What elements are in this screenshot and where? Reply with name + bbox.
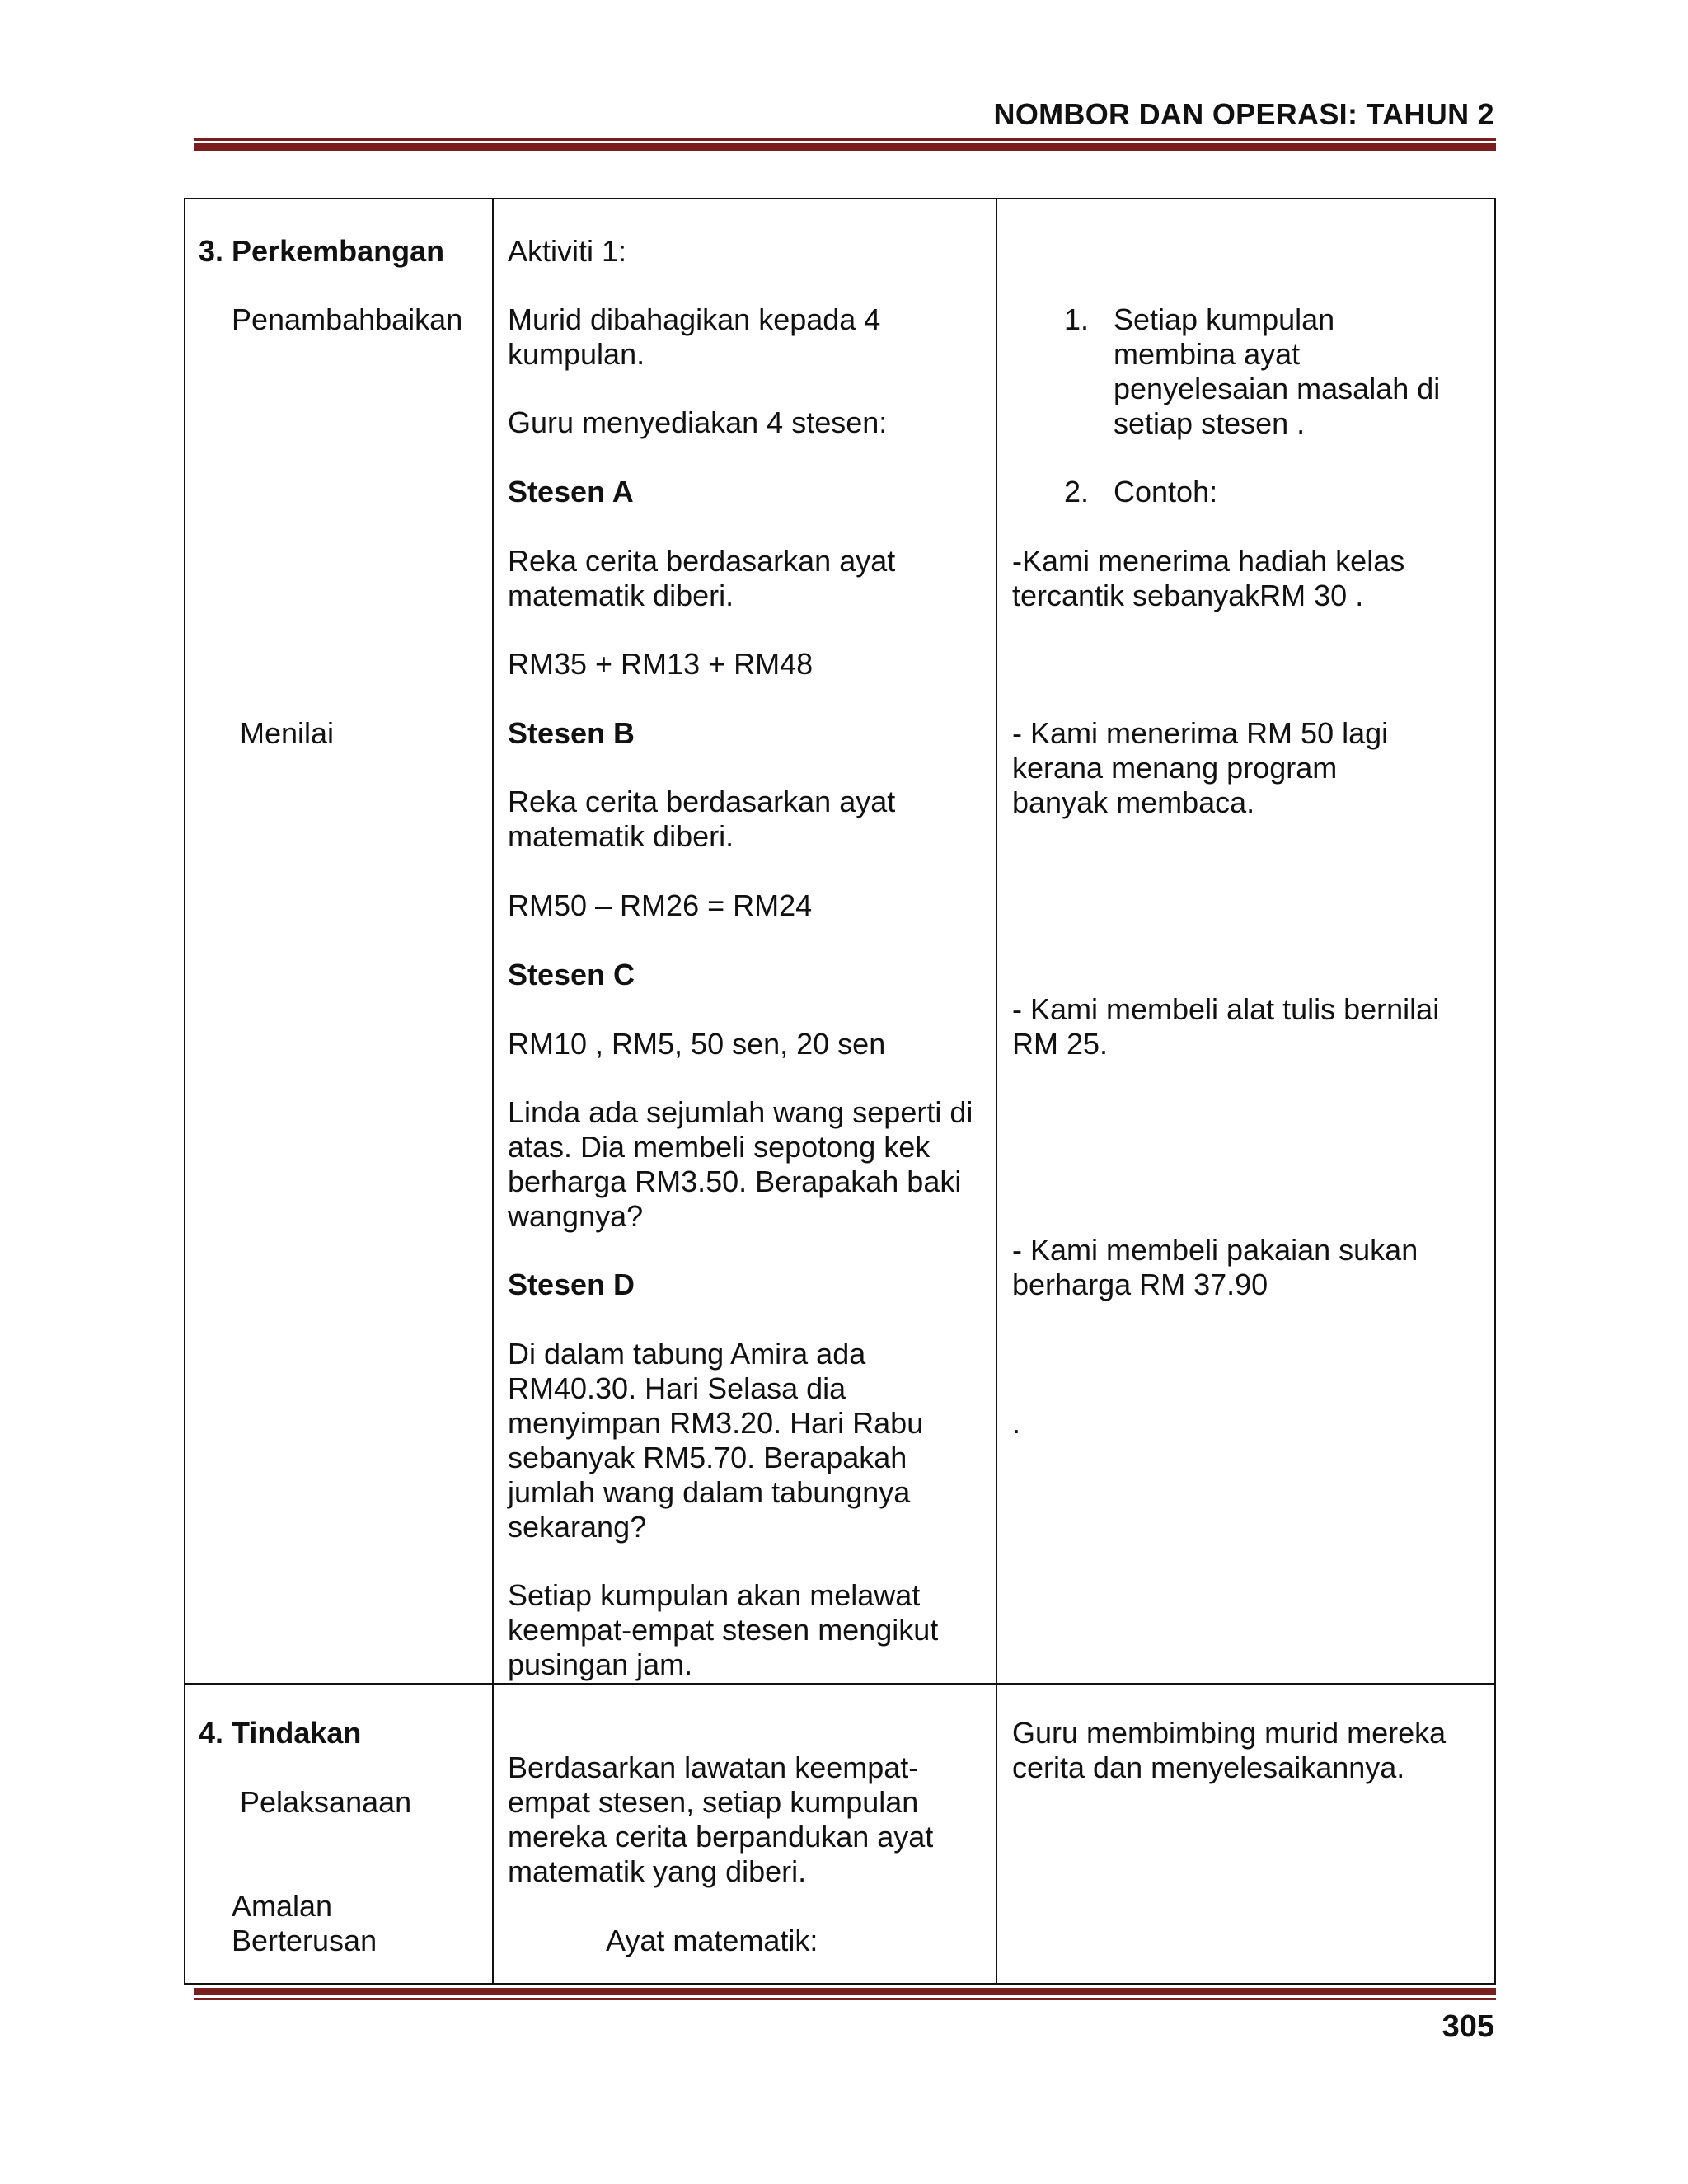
stesen-c-money: RM10 , RM5, 50 sen, 20 sen: [508, 1027, 886, 1061]
lesson-table: [184, 198, 1496, 1985]
stesen-a-title: Stesen A: [508, 475, 634, 509]
activity-label: Aktiviti 1:: [508, 234, 627, 268]
example-4: - Kami membeli pakaian sukan berharga RM 37.90: [1012, 1233, 1418, 1301]
stesen-c-title: Stesen C: [508, 958, 635, 991]
column-divider-2: [996, 199, 997, 1983]
page-number: 305: [1442, 2009, 1494, 2044]
stesen-d-question: Di dalam tabung Amira ada RM40.30. Hari Selasa dia menyimpan RM3.20. Hari Rabu sebanyak RM5.70. Berapakah jumlah wang dalam tabungnya sekarang?: [508, 1337, 924, 1544]
footer-rule: [194, 1988, 1496, 2000]
stesen-a-desc: Reka cerita berdasarkan ayat matematik diberi.: [508, 544, 896, 612]
example-3: - Kami membeli alat tulis bernilai RM 25.: [1012, 992, 1440, 1061]
header-rule: [194, 138, 1496, 151]
list-item-1: Setiap kumpulan membina ayat penyelesaian masalah di setiap stesen .: [1114, 302, 1441, 440]
trailing-dot: .: [1012, 1406, 1021, 1440]
stesen-b-desc: Reka cerita berdasarkan ayat matematik diberi.: [508, 785, 896, 853]
stesen-a-expression: RM35 + RM13 + RM48: [508, 647, 814, 681]
row-divider: [185, 1683, 1494, 1685]
list-item-2: Contoh:: [1114, 475, 1218, 509]
stations-intro: Guru menyediakan 4 stesen:: [508, 405, 888, 439]
page-header-title: NOMBOR DAN OPERASI: TAHUN 2: [993, 97, 1494, 131]
list-number-1: 1.: [1064, 302, 1090, 336]
stesen-b-title: Stesen B: [508, 716, 635, 750]
stesen-b-expression: RM50 – RM26 = RM24: [508, 888, 813, 922]
stesen-c-question: Linda ada sejumlah wang seperti di atas. Dia membeli sepotong kek berharga RM3.50. Berapakah baki wangnya?: [508, 1095, 973, 1233]
guru-text: Guru membimbing murid mereka cerita dan menyelesaikannya.: [1012, 1716, 1447, 1784]
sub-pelaksanaan: Pelaksanaan: [240, 1785, 412, 1819]
ayat-matematik-label: Ayat matematik:: [606, 1924, 818, 1957]
groups-text: Murid dibahagikan kepada 4 kumpulan.: [508, 302, 881, 371]
example-2: - Kami menerima RM 50 lagi kerana menang program banyak membaca.: [1012, 716, 1389, 819]
list-number-2: 2.: [1064, 475, 1090, 509]
stesen-d-title: Stesen D: [508, 1268, 635, 1301]
rotation-text: Setiap kumpulan akan melawat keempat-empat stesen mengikut pusingan jam.: [508, 1578, 939, 1681]
sub-menilai: Menilai: [240, 716, 335, 750]
example-1: -Kami menerima hadiah kelas tercantik sebanyakRM 30 .: [1012, 544, 1405, 612]
sub-amalan-berterusan: Amalan Berterusan: [232, 1889, 377, 1957]
tindakan-text: Berdasarkan lawatan keempat- empat stesen, setiap kumpulan mereka cerita berpandukan ayat matematik yang diberi.: [508, 1750, 934, 1888]
stage-perkembangan: 3. Perkembangan: [199, 234, 445, 268]
sub-penambahbaikan: Penambahbaikan: [232, 302, 463, 336]
column-divider-1: [492, 199, 494, 1983]
stage-tindakan: 4. Tindakan: [199, 1716, 362, 1750]
